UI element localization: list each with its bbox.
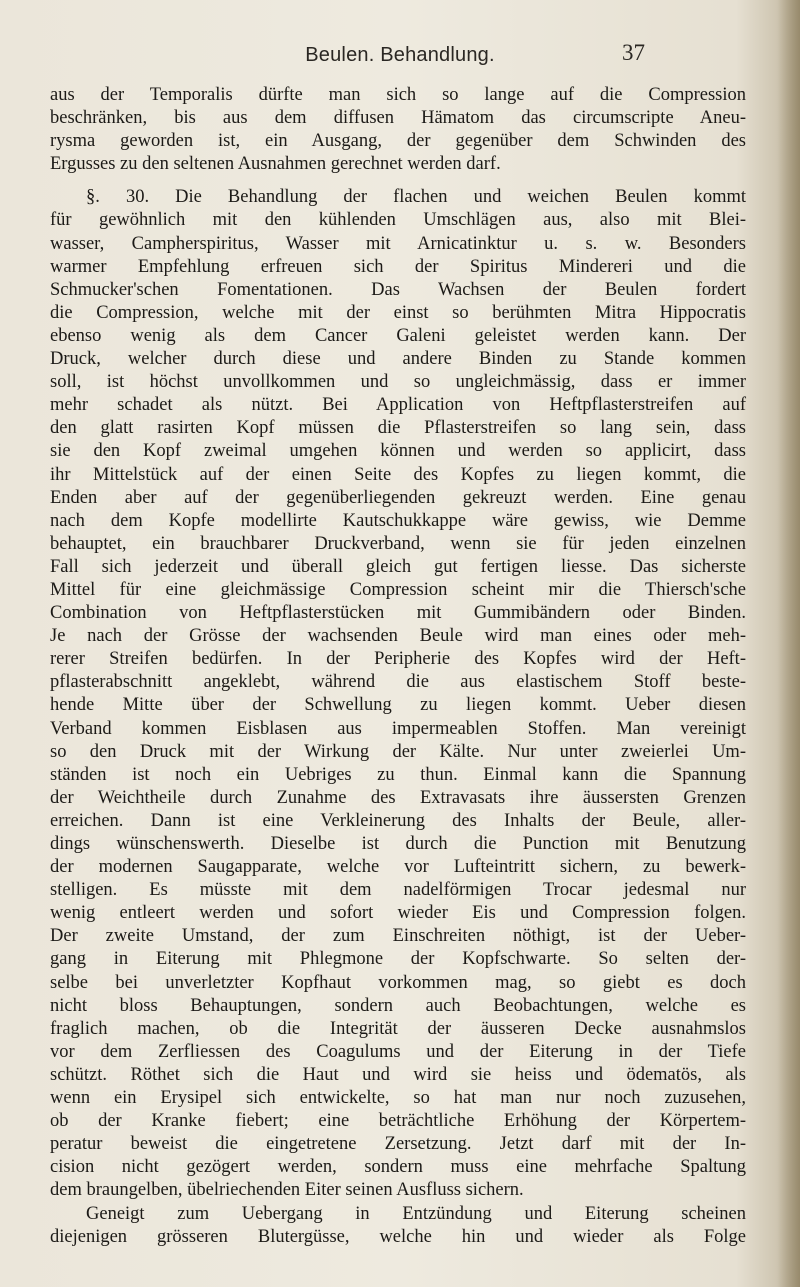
text-line: Schmucker'schen Fomentationen. Das Wachsen der Beulen fordert: [50, 279, 746, 300]
text-line: Ergusses zu den seltenen Ausnahmen gerechnet werden darf.: [50, 154, 501, 175]
text-line: wenig entleert werden und sofort wieder Eis und Compression folgen.: [50, 903, 746, 924]
text-line: nicht bloss Behauptungen, sondern auch Beobachtungen, welche es: [50, 995, 746, 1016]
running-header: Beulen. Behandlung.: [305, 44, 495, 66]
text-line: Je nach der Grösse der wachsenden Beule wird man eines oder meh-: [50, 626, 746, 647]
page-number: 37: [622, 40, 645, 65]
text-line: selbe bei unverletzter Kopfhaut vorkommen mag, so giebt es doch: [50, 972, 746, 993]
body-text: [50, 84, 746, 1249]
text-line: wenn ein Erysipel sich entwickelte, so hat man nur noch zuzusehen,: [50, 1088, 746, 1109]
text-line: hende Mitte über der Schwellung zu liegen kommt. Ueber diesen: [50, 695, 746, 716]
text-line: aus der Temporalis dürfte man sich so lange auf die Compression: [50, 85, 746, 105]
text-line: schützt. Röthet sich die Haut und wird sie heiss und ödematös, als: [50, 1064, 746, 1085]
text-line: stelligen. Es müsste mit dem nadelförmigen Trocar jedesmal nur: [50, 880, 746, 901]
text-line: erreichen. Dann ist eine Verkleinerung des Inhalts der Beule, aller-: [50, 810, 746, 831]
text-line: ihr Mittelstück auf der einen Seite des Kopfes zu liegen kommt, die: [50, 464, 746, 485]
text-line: Enden aber auf der gegenüberliegenden gekreuzt werden. Eine genau: [50, 487, 746, 508]
text-line: so den Druck mit der Wirkung der Kälte. Nur unter zweierlei Um-: [50, 741, 746, 762]
text-line: dem braungelben, übelriechenden Eiter seinen Ausfluss sichern.: [50, 1180, 524, 1201]
paragraph-gap: [50, 176, 746, 186]
text-line: wasser, Campherspiritus, Wasser mit Arnicatinktur u. s. w. Besonders: [50, 233, 746, 254]
text-line: rysma geworden ist, ein Ausgang, der gegenüber dem Schwinden des: [50, 131, 746, 152]
page-edge-shadow: [778, 0, 800, 1287]
text-line: behauptet, ein brauchbarer Druckverband, wenn sie für jeden einzelnen: [50, 533, 746, 554]
text-line: Druck, welcher durch diese und andere Binden zu Stande kommen: [50, 349, 746, 370]
text-line: der modernen Saugapparate, welche vor Lufteintritt sichern, zu bewerk-: [50, 857, 746, 878]
text-line: fraglich machen, ob die Integrität der äusseren Decke ausnahmslos: [50, 1018, 746, 1039]
text-line: nach dem Kopfe modellirte Kautschukkappe wäre gewiss, wie Demme: [50, 510, 746, 531]
text-line: pflasterabschnitt angeklebt, während die aus elastischem Stoff beste-: [50, 672, 746, 693]
text-line: sie den Kopf zweimal umgehen können und werden so applicirt, dass: [50, 441, 746, 462]
text-line: ebenso wenig als dem Cancer Galeni geleistet werden kann. Der: [50, 325, 746, 346]
text-line: vor dem Zerfliessen des Coagulums und der Eiterung in der Tiefe: [50, 1041, 746, 1062]
text-line: den glatt rasirten Kopf müssen die Pflasterstreifen so lang sein, dass: [50, 418, 746, 439]
text-line: Der zweite Umstand, der zum Einschreiten nöthigt, ist der Ueber-: [50, 926, 746, 947]
text-line: ob der Kranke fiebert; eine beträchtliche Erhöhung der Körpertem-: [50, 1111, 746, 1132]
text-line: peratur beweist die eingetretene Zersetzung. Jetzt darf mit der In-: [50, 1134, 746, 1155]
text-line: beschränken, bis aus dem diffusen Hämatom das circumscripte Aneu-: [50, 108, 746, 129]
text-line: Geneigt zum Uebergang in Entzündung und Eiterung scheinen: [86, 1203, 746, 1224]
text-line: dings wünschenswerth. Dieselbe ist durch die Punction mit Benutzung: [50, 834, 746, 854]
text-line: warmer Empfehlung erfreuen sich der Spiritus Mindereri und die: [50, 256, 746, 277]
text-line: für gewöhnlich mit den kühlenden Umschlägen aus, also mit Blei-: [50, 210, 746, 231]
text-line: mehr schadet als nützt. Bei Application von Heftpflasterstreifen auf: [50, 395, 746, 416]
text-line: soll, ist höchst unvollkommen und so ungleichmässig, dass er immer: [50, 372, 746, 393]
text-line: Verband kommen Eisblasen aus impermeablen Stoffen. Man vereinigt: [50, 718, 746, 739]
text-line: gang in Eiterung mit Phlegmone der Kopfschwarte. So selten der-: [50, 949, 746, 970]
text-line: ständen ist noch ein Uebriges zu thun. Einmal kann die Spannung: [50, 764, 746, 785]
text-line: der Weichtheile durch Zunahme des Extravasats ihre äussersten Grenzen: [50, 787, 746, 808]
text-line: Combination von Heftpflasterstücken mit Gummibändern oder Binden.: [50, 603, 746, 624]
text-line: rerer Streifen bedürfen. In der Peripherie des Kopfes wird der Heft-: [50, 649, 746, 670]
text-line: diejenigen grösseren Blutergüsse, welche hin und wieder als Folge: [50, 1226, 746, 1247]
text-line: Mittel für eine gleichmässige Compression scheint mir die Thiersch'sche: [50, 579, 746, 600]
text-line: Fall sich jederzeit und überall gleich gut fertigen liesse. Das sicherste: [50, 556, 746, 577]
text-line: cision nicht gezögert werden, sondern muss eine mehrfache Spaltung: [50, 1157, 746, 1178]
text-line: die Compression, welche mit der einst so berühmten Mitra Hippocratis: [50, 302, 746, 323]
text-line: §. 30. Die Behandlung der flachen und weichen Beulen kommt: [86, 187, 746, 208]
